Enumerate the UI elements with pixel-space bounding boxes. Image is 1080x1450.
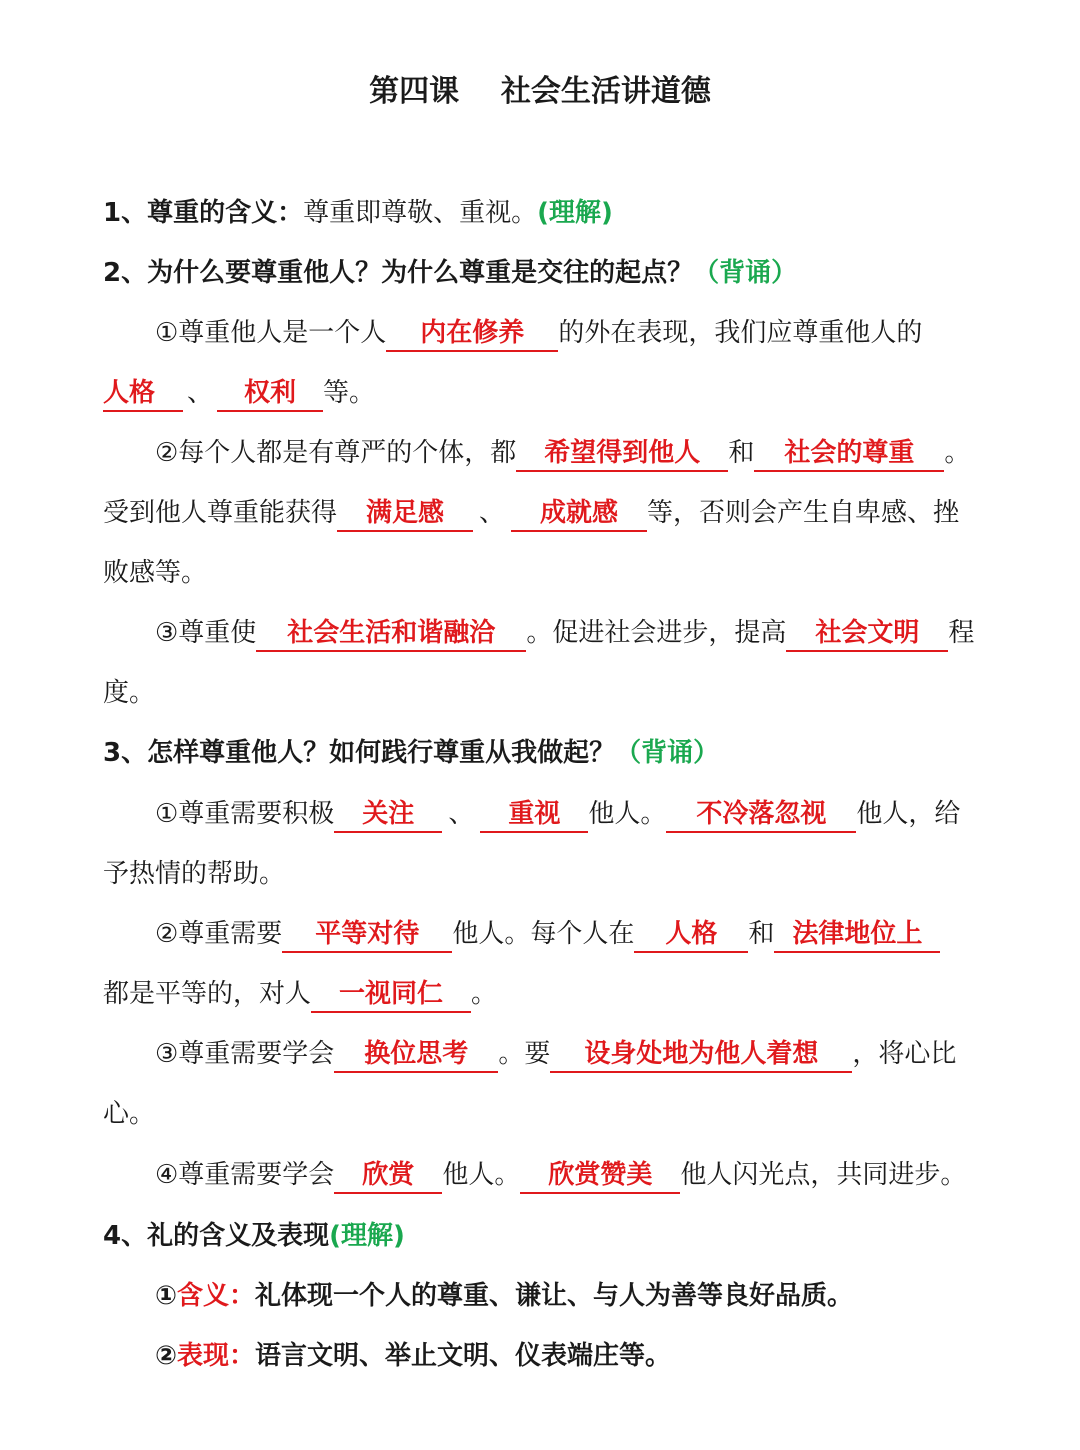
s2-p3-text-a: ③尊重使	[155, 618, 257, 648]
section-1-heading: 1、尊重的含义：	[103, 198, 304, 228]
s2-p3-blank-1: 社会生活和谐融洽	[256, 616, 526, 652]
s3-p4-blank-1: 欣赏	[334, 1158, 442, 1194]
s3-p4-line1	[103, 1155, 977, 1195]
s2-p2-text-d: 。	[944, 438, 971, 468]
s3-p2-blank-3: 法律地位上	[774, 917, 940, 953]
s3-p2-text-a: ②尊重需要	[155, 919, 283, 949]
section-4-tag: (理解)	[329, 1221, 405, 1251]
s3-p1-blank-1: 关注	[334, 797, 442, 833]
s3-p1-text-c: 、	[448, 799, 475, 829]
s2-p2-blank-3: 满足感	[337, 496, 473, 532]
s4-item-2-number: ②	[155, 1341, 178, 1371]
s2-p2-text-a: ②每个人都是有尊严的个体，都	[155, 438, 517, 468]
section-1-period: 。	[511, 198, 538, 228]
s3-p1-line2	[103, 854, 977, 894]
s3-p1-text-a: ①尊重需要积极	[155, 799, 335, 829]
s2-p2-blank-1: 希望得到他人	[516, 436, 728, 472]
s2-p2-text-e: 受到他人尊重能获得	[103, 498, 338, 528]
s3-p3-text-a: ③尊重需要学会	[155, 1039, 335, 1069]
s3-p2-text-f: 。	[471, 979, 498, 1009]
s3-p1-text-d: 他人。	[588, 799, 667, 829]
s4-item-1-text: 礼体现一个人的尊重、谦让、与人为善等良好品质。	[255, 1281, 854, 1311]
section-1-tag: (理解)	[537, 198, 613, 228]
s3-p2-blank-1: 平等对待	[282, 917, 452, 953]
s3-p1-text-e: 他人，给	[856, 799, 961, 829]
section-1-body: 尊重即尊敬、重视	[303, 198, 512, 228]
section-4-heading: 4、礼的含义及表现	[103, 1221, 330, 1251]
s3-p1-line1	[103, 794, 977, 834]
s2-p2-text-f: 、	[479, 498, 506, 528]
section-3-tag: （背诵）	[615, 738, 720, 768]
s4-item-2	[103, 1336, 977, 1376]
s3-p2-line2	[103, 974, 977, 1014]
s3-p2-blank-2: 人格	[634, 917, 748, 953]
s3-p3-text-c: 。要	[498, 1039, 551, 1069]
s4-item-2-text: 语言文明、举止文明、仪表端庄等。	[255, 1341, 672, 1371]
s4-item-1-number: ①	[155, 1281, 178, 1311]
s2-p1-text-d: 、	[187, 378, 214, 408]
s2-p1-blank-1: 内在修养	[386, 316, 558, 352]
s3-p3-text-d: ，将心比	[852, 1039, 957, 1069]
s2-p2-text-c: 和	[728, 438, 755, 468]
s3-p3-text-e: 心。	[103, 1099, 156, 1129]
s3-p3-blank-1: 换位思考	[334, 1037, 498, 1073]
section-1-line	[103, 193, 977, 233]
s2-p1-text-a: ①尊重他人是一个人	[155, 318, 387, 348]
s2-p1-line2	[103, 373, 977, 413]
section-2-heading: 2、为什么要尊重他人？为什么尊重是交往的起点？	[103, 258, 694, 288]
section-4-heading-line	[103, 1216, 977, 1256]
s3-p2-text-e: 都是平等的，对人	[103, 979, 312, 1009]
s4-item-1	[103, 1276, 977, 1316]
section-3-heading-line	[103, 733, 977, 773]
s2-p2-line1	[103, 433, 977, 473]
s2-p1-blank-3: 权利	[217, 376, 323, 412]
section-2-heading-line	[103, 253, 977, 293]
s2-p1-blank-2: 人格	[103, 376, 183, 412]
s3-p3-line1	[103, 1034, 977, 1074]
s3-p2-line1	[103, 914, 977, 954]
s3-p2-blank-4: 一视同仁	[311, 977, 471, 1013]
s2-p3-text-c: 。促进社会进步，提高	[526, 618, 787, 648]
s4-item-1-label: 含义：	[177, 1281, 256, 1311]
s2-p2-line2	[103, 493, 977, 533]
s3-p4-text-a: ④尊重需要学会	[155, 1160, 335, 1190]
s3-p4-blank-2: 欣赏赞美	[520, 1158, 680, 1194]
s2-p2-blank-4: 成就感	[511, 496, 647, 532]
s2-p3-text-d: 程	[948, 618, 975, 648]
page-title: 第四课 社会生活讲道德	[369, 74, 711, 109]
s3-p2-text-c: 他人。每个人在	[452, 919, 635, 949]
s2-p1-text-c: 的外在表现，我们应尊重他人的	[558, 318, 923, 348]
s3-p1-blank-2: 重视	[480, 797, 588, 833]
s2-p2-text-h: 败感等。	[103, 558, 208, 588]
section-3-heading: 3、怎样尊重他人？如何践行尊重从我做起？	[103, 738, 616, 768]
s2-p3-line2	[103, 673, 977, 713]
s2-p3-blank-2: 社会文明	[786, 616, 948, 652]
s3-p3-line2	[103, 1094, 977, 1134]
s3-p2-text-d: 和	[748, 919, 775, 949]
s3-p4-text-c: 他人。	[442, 1160, 521, 1190]
s2-p1-line1	[103, 313, 977, 353]
s2-p3-line1	[103, 613, 977, 653]
s2-p1-text-e: 等。	[323, 378, 376, 408]
s3-p1-blank-3: 不冷落忽视	[666, 797, 856, 833]
s2-p2-text-g: 等，否则会产生自卑感、挫	[647, 498, 960, 528]
s4-item-2-label: 表现：	[177, 1341, 256, 1371]
s3-p3-blank-2: 设身处地为他人着想	[550, 1037, 852, 1073]
s3-p1-text-f: 予热情的帮助。	[103, 859, 286, 889]
s2-p3-text-e: 度。	[103, 678, 156, 708]
s2-p2-line3	[103, 553, 977, 593]
s3-p4-text-d: 他人闪光点，共同进步。	[680, 1160, 967, 1190]
s2-p2-blank-2: 社会的尊重	[754, 436, 944, 472]
section-2-tag: （背诵）	[693, 258, 798, 288]
